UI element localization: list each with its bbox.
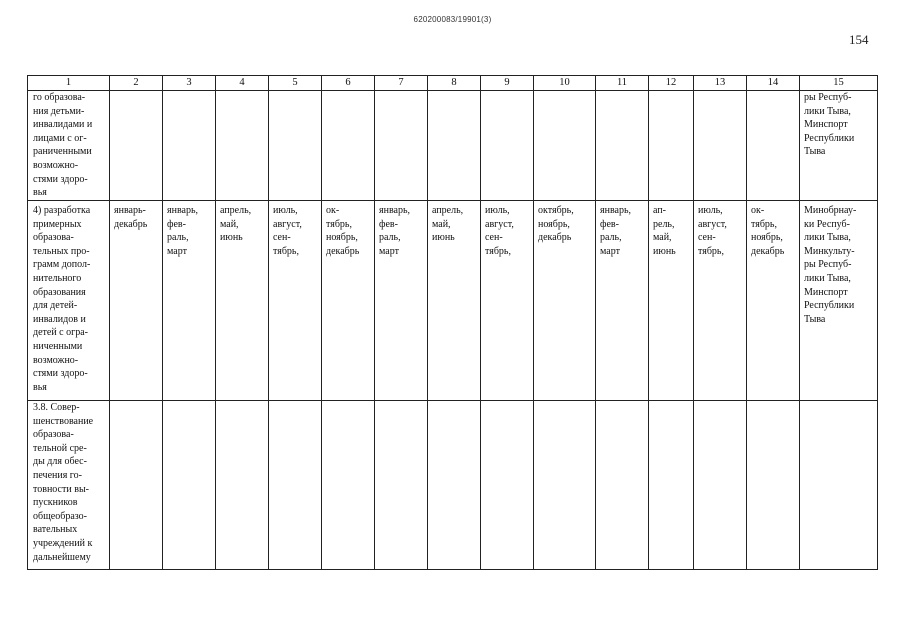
period-cell bbox=[428, 401, 481, 570]
period-cell bbox=[596, 91, 649, 201]
table-row bbox=[28, 91, 878, 201]
period-cell bbox=[322, 401, 375, 570]
period-cell bbox=[269, 401, 322, 570]
period-cell bbox=[747, 91, 800, 201]
column-header: 14 bbox=[747, 76, 800, 91]
column-number-row bbox=[28, 76, 878, 91]
period-cell bbox=[375, 91, 428, 201]
period-cell: апрель, май, июнь bbox=[216, 201, 269, 401]
period-cell bbox=[163, 91, 216, 201]
period-cell bbox=[649, 401, 694, 570]
period-cell bbox=[269, 91, 322, 201]
period-cell bbox=[110, 91, 163, 201]
document-id: 620200083/19901(3) bbox=[413, 15, 492, 24]
period-cell: январь, фев- раль, март bbox=[163, 201, 216, 401]
period-cell: январь, фев- раль, март bbox=[375, 201, 428, 401]
column-header: 10 bbox=[534, 76, 596, 91]
column-header: 9 bbox=[481, 76, 534, 91]
column-header: 8 bbox=[428, 76, 481, 91]
period-cell bbox=[596, 401, 649, 570]
period-cell: июль, август, сен- тябрь, bbox=[694, 201, 747, 401]
period-cell: ок- тябрь, ноябрь, декабрь bbox=[747, 201, 800, 401]
period-cell bbox=[216, 401, 269, 570]
period-cell: январь- декабрь bbox=[110, 201, 163, 401]
period-cell: ап- рель, май, июнь bbox=[649, 201, 694, 401]
period-cell bbox=[534, 91, 596, 201]
column-header: 2 bbox=[110, 76, 163, 91]
page-number: 154 bbox=[849, 32, 869, 47]
row-description-cell: го образова- ния детьми- инвалидами и лицами с ог- раниченными возможно- стями здоро- вья bbox=[28, 91, 110, 201]
period-cell bbox=[163, 401, 216, 570]
row-description-cell: 4) разработка примерных образова- тельных про- грамм допол- нительного образования для детей- инвалидов и детей с огра- ниченными возможно- стями здоро- вья bbox=[28, 201, 110, 401]
column-header: 1 bbox=[28, 76, 110, 91]
responsible-cell bbox=[800, 401, 878, 570]
period-cell bbox=[747, 401, 800, 570]
table-row bbox=[28, 201, 878, 401]
period-cell bbox=[649, 91, 694, 201]
period-cell bbox=[481, 91, 534, 201]
schedule-table bbox=[27, 75, 878, 570]
period-cell: январь, фев- раль, март bbox=[596, 201, 649, 401]
period-cell bbox=[694, 91, 747, 201]
responsible-cell: Минобрнау- ки Респуб- лики Тыва, Минкульту- ры Респуб- лики Тыва, Минспорт Республики Тыва bbox=[800, 201, 878, 401]
period-cell: июль, август, сен- тябрь, bbox=[269, 201, 322, 401]
column-header: 7 bbox=[375, 76, 428, 91]
row-description-cell: 3.8. Совер- шенствование образова- тельной сре- ды для обес- печения го- товности вы- пускников общеобразо- вательных учреждений к дальнейшему bbox=[28, 401, 110, 570]
period-cell bbox=[694, 401, 747, 570]
column-header: 6 bbox=[322, 76, 375, 91]
period-cell bbox=[110, 401, 163, 570]
period-cell: октябрь, ноябрь, декабрь bbox=[534, 201, 596, 401]
column-header: 3 bbox=[163, 76, 216, 91]
period-cell bbox=[322, 91, 375, 201]
period-cell: июль, август, сен- тябрь, bbox=[481, 201, 534, 401]
period-cell bbox=[216, 91, 269, 201]
period-cell bbox=[481, 401, 534, 570]
period-cell bbox=[534, 401, 596, 570]
period-cell: апрель, май, июнь bbox=[428, 201, 481, 401]
period-cell bbox=[375, 401, 428, 570]
column-header: 12 bbox=[649, 76, 694, 91]
column-header: 15 bbox=[800, 76, 878, 91]
table-row bbox=[28, 401, 878, 570]
period-cell: ок- тябрь, ноябрь, декабрь bbox=[322, 201, 375, 401]
period-cell bbox=[428, 91, 481, 201]
column-header: 5 bbox=[269, 76, 322, 91]
responsible-cell: ры Респуб- лики Тыва, Минспорт Республики Тыва bbox=[800, 91, 878, 201]
column-header: 13 bbox=[694, 76, 747, 91]
column-header: 4 bbox=[216, 76, 269, 91]
column-header: 11 bbox=[596, 76, 649, 91]
